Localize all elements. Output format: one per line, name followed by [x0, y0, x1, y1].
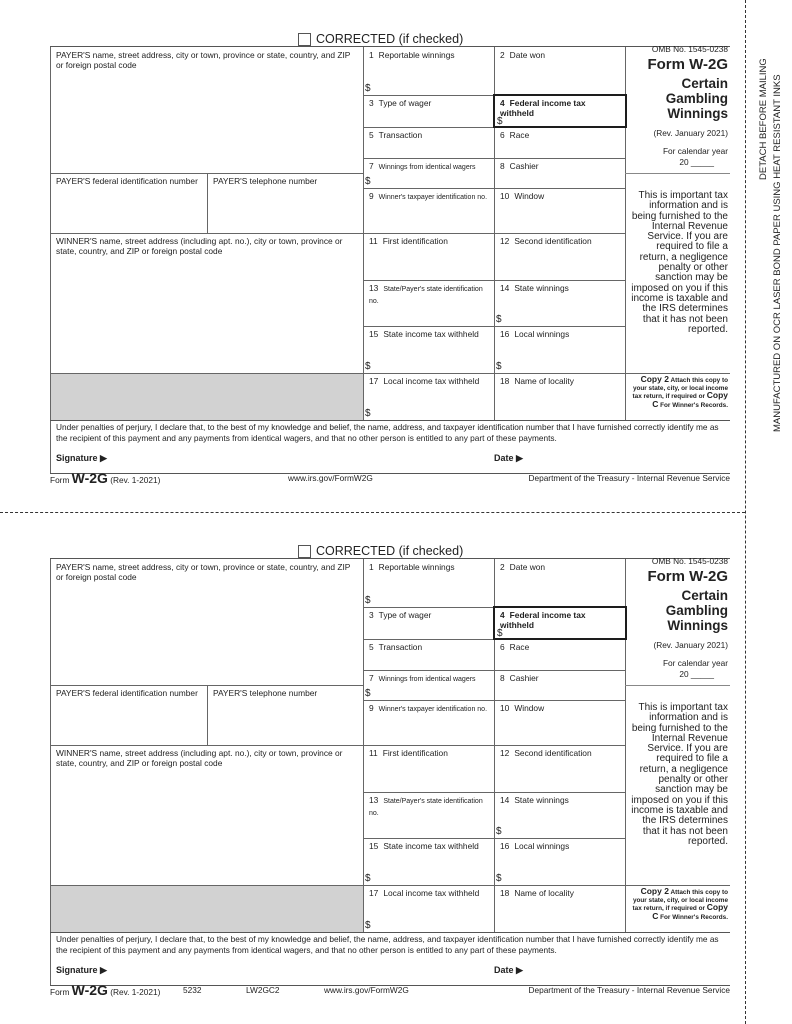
box-6-race[interactable]: 6 Race [500, 642, 530, 652]
omb-number: OMB No. 1545-0238 [651, 44, 728, 54]
box-16-local-winnings[interactable]: 16 Local winnings $ [496, 841, 570, 884]
box-14-state-winnings[interactable]: 14 State winnings $ [496, 283, 569, 325]
paper-note: MANUFACTURED ON OCR LASER BOND PAPER USING HEAT RESISTANT INKS [772, 74, 783, 432]
important-notice: This is important tax information and is being furnished to the Internal Revenue Service. If you are required to file a return, a negligence penalty or other sanction may be imposed on you if this income is taxable and the IRS determines that it has not been reported. [631, 190, 728, 335]
copy-designation: Copy 2 Attach this copy to your state, city, or local income tax return, if required or Copy C For Winner's Records. [632, 886, 728, 921]
footer-upper: Form W-2G (Rev. 1-2021) www.irs.gov/FormW2G Department of the Treasury - Internal Revenue Service [50, 470, 730, 486]
box-13-state-id[interactable]: 13 State/Payer's state identification no. [369, 795, 483, 817]
shaded-area [51, 886, 363, 932]
box-3-type-of-wager[interactable]: 3 Type of wager [369, 610, 432, 620]
form-copy-lower [0, 512, 792, 1024]
box-16-local-winnings[interactable]: 16 Local winnings $ [496, 329, 570, 372]
box-1-reportable-winnings[interactable]: 1 Reportable winnings $ [365, 50, 455, 94]
box-7-identical-wagers[interactable]: 7 Winnings from identical wagers $ [365, 673, 476, 699]
shaded-area [51, 374, 363, 420]
payer-phone-field[interactable] [207, 685, 363, 745]
copy-designation: Copy 2 Attach this copy to your state, city, or local income tax return, if required or Copy C For Winner's Records. [632, 374, 728, 409]
revision-date: (Rev. January 2021) [653, 128, 728, 138]
winner-name-field[interactable] [50, 745, 363, 885]
important-notice: This is important tax information and is being furnished to the Internal Revenue Service. If you are required to file a return, a negligence penalty or other sanction may be imposed on you if this income is taxable and the IRS determines that it has not been reported. [631, 702, 728, 847]
w2g-form-grid [50, 558, 730, 986]
form-title: Form W-2G [647, 568, 728, 585]
perjury-statement: Under penalties of perjury, I declare that, to the best of my knowledge and belief, the name, address, and taxpayer identification number that I have furnished correctly identify me as the recipient of this payment and any payments from identical wagers, and that no other person is entitled to any part of these payments. [56, 422, 719, 443]
form-title: Form W-2G [647, 56, 728, 73]
payer-phone-field[interactable] [207, 173, 363, 233]
box-10-window[interactable]: 10 Window [500, 703, 545, 713]
form-subtitle: Certain Gambling Winnings [665, 588, 728, 633]
corrected-checkbox[interactable] [298, 545, 311, 558]
payer-name-label: PAYER'S name, street address, city or town, province or state, country, and ZIP or foreign postal code [56, 50, 351, 70]
footer-url[interactable]: www.irs.gov/FormW2G [324, 985, 409, 995]
corrected-label: CORRECTED (if checked) [316, 32, 464, 46]
box-1-reportable-winnings[interactable]: 1 Reportable winnings $ [365, 562, 455, 606]
footer-code-2: LW2GC2 [246, 985, 280, 995]
payer-name-label: PAYER'S name, street address, city or town, province or state, country, and ZIP or foreign postal code [56, 562, 351, 582]
payer-phone-label: PAYER'S telephone number [213, 176, 318, 186]
box-2-date-won[interactable]: 2 Date won [500, 562, 546, 572]
box-9-winner-tin[interactable]: 9 Winner's taxpayer identification no. [369, 703, 488, 713]
box-18-locality-name[interactable]: 18 Name of locality [500, 376, 574, 386]
payer-fein-field[interactable] [50, 173, 207, 233]
box-17-local-tax-withheld[interactable]: 17 Local income tax withheld $ [365, 888, 480, 931]
box-5-transaction[interactable]: 5 Transaction [369, 642, 423, 652]
calendar-year: For calendar year 20 _____ [627, 146, 728, 168]
box-8-cashier[interactable]: 8 Cashier [500, 673, 539, 683]
footer-url[interactable]: www.irs.gov/FormW2G [288, 473, 373, 483]
date-field[interactable]: Date ▶ [494, 453, 523, 463]
payer-fein-label: PAYER'S federal identification number [56, 176, 198, 186]
payer-name-field[interactable] [50, 47, 363, 173]
winner-name-label: WINNER'S name, street address (including apt. no.), city or town, province or state, country, and ZIP or foreign postal code [56, 236, 343, 256]
payer-fein-label: PAYER'S federal identification number [56, 688, 198, 698]
perjury-statement: Under penalties of perjury, I declare that, to the best of my knowledge and belief, the name, address, and taxpayer identification number that I have furnished correctly identify me as the recipient of this payment and any payments from identical wagers, and that no other person is entitled to any part of these payments. [56, 934, 719, 955]
winner-name-field[interactable] [50, 233, 363, 373]
box-15-state-tax-withheld[interactable]: 15 State income tax withheld $ [365, 841, 479, 884]
box-12-second-id[interactable]: 12 Second identification [500, 748, 592, 758]
box-2-date-won[interactable]: 2 Date won [500, 50, 546, 60]
box-13-state-id[interactable]: 13 State/Payer's state identification no. [369, 283, 483, 305]
calendar-year-field[interactable]: 20 _____ [679, 669, 714, 679]
box-3-type-of-wager[interactable]: 3 Type of wager [369, 98, 432, 108]
payer-name-field[interactable] [50, 559, 363, 685]
omb-number: OMB No. 1545-0238 [651, 556, 728, 566]
detach-note: DETACH BEFORE MAILING [758, 58, 769, 180]
w2g-form-grid [50, 46, 730, 474]
corrected-checkbox-row[interactable] [298, 32, 463, 46]
corrected-label: CORRECTED (if checked) [316, 544, 464, 558]
box-12-second-id[interactable]: 12 Second identification [500, 236, 592, 246]
box-17-local-tax-withheld[interactable]: 17 Local income tax withheld $ [365, 376, 480, 419]
box-11-first-id[interactable]: 11 First identification [369, 748, 448, 758]
footer-department: Department of the Treasury - Internal Revenue Service [528, 985, 730, 995]
box-6-race[interactable]: 6 Race [500, 130, 530, 140]
box-4-federal-tax-withheld[interactable]: 4 Federal income tax withheld $ [493, 94, 627, 128]
box-8-cashier[interactable]: 8 Cashier [500, 161, 539, 171]
winner-name-label: WINNER'S name, street address (including apt. no.), city or town, province or state, country, and ZIP or foreign postal code [56, 748, 343, 768]
payer-phone-label: PAYER'S telephone number [213, 688, 318, 698]
footer-department: Department of the Treasury - Internal Revenue Service [528, 473, 730, 483]
corrected-checkbox-row[interactable] [298, 544, 463, 558]
corrected-checkbox[interactable] [298, 33, 311, 46]
calendar-year: For calendar year 20 _____ [627, 658, 728, 680]
box-15-state-tax-withheld[interactable]: 15 State income tax withheld $ [365, 329, 479, 372]
footer-lower: Form W-2G (Rev. 1-2021) 5232 LW2GC2 www.irs.gov/FormW2G Department of the Treasury - Internal Revenue Service [50, 982, 730, 998]
box-9-winner-tin[interactable]: 9 Winner's taxpayer identification no. [369, 191, 488, 201]
box-5-transaction[interactable]: 5 Transaction [369, 130, 423, 140]
form-subtitle: Certain Gambling Winnings [665, 76, 728, 121]
signature-field[interactable]: Signature ▶ [56, 453, 107, 463]
date-field[interactable]: Date ▶ [494, 965, 523, 975]
box-10-window[interactable]: 10 Window [500, 191, 545, 201]
footer-code: 5232 [183, 985, 202, 995]
signature-field[interactable]: Signature ▶ [56, 965, 107, 975]
calendar-year-field[interactable]: 20 _____ [679, 157, 714, 167]
box-4-federal-tax-withheld[interactable]: 4 Federal income tax withheld $ [493, 606, 627, 640]
box-18-locality-name[interactable]: 18 Name of locality [500, 888, 574, 898]
revision-date: (Rev. January 2021) [653, 640, 728, 650]
box-11-first-id[interactable]: 11 First identification [369, 236, 448, 246]
box-7-identical-wagers[interactable]: 7 Winnings from identical wagers $ [365, 161, 476, 187]
payer-fein-field[interactable] [50, 685, 207, 745]
box-14-state-winnings[interactable]: 14 State winnings $ [496, 795, 569, 837]
